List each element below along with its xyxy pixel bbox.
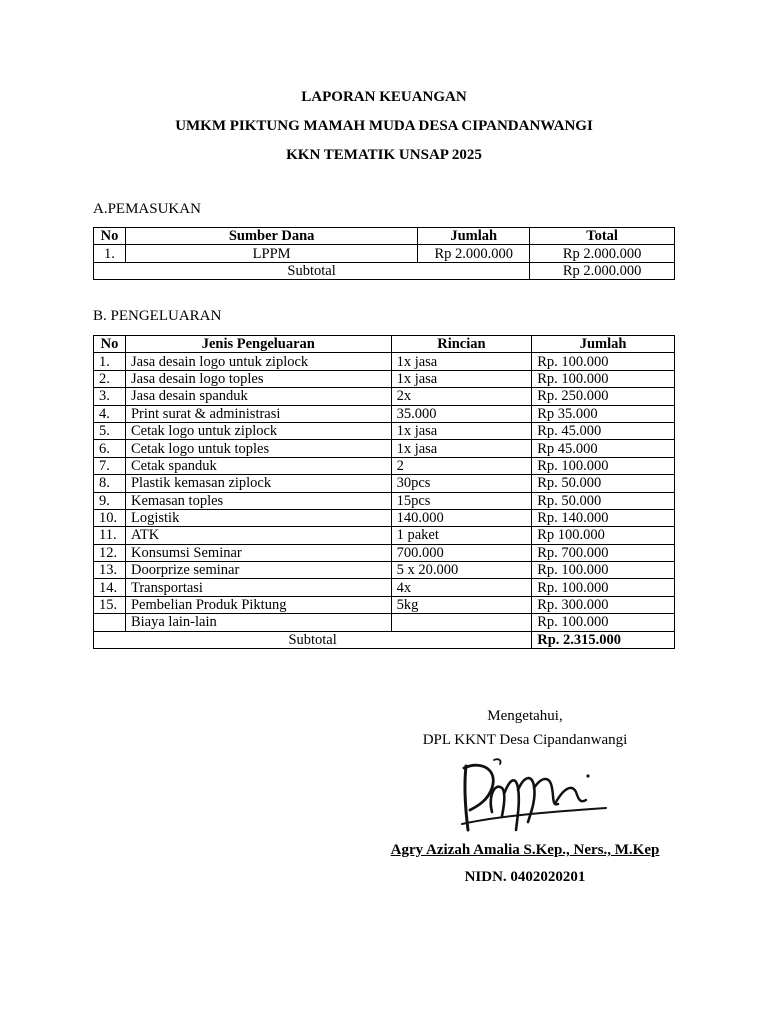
section-pengeluaran-heading: B. PENGELUARAN bbox=[93, 308, 222, 324]
cell-jumlah: Rp. 50.000 bbox=[532, 492, 675, 509]
cell-jenis: Cetak logo untuk ziplock bbox=[125, 422, 391, 439]
report-title: LAPORAN KEUANGAN bbox=[301, 89, 467, 105]
table-row bbox=[94, 457, 675, 474]
table-row bbox=[94, 562, 675, 579]
table-row bbox=[94, 614, 675, 631]
table-row bbox=[94, 388, 675, 405]
cell-jenis: Jasa desain spanduk bbox=[125, 388, 391, 405]
cell-jumlah: Rp. 100.000 bbox=[532, 579, 675, 596]
table-row bbox=[94, 579, 675, 596]
cell-jenis: Konsumsi Seminar bbox=[125, 544, 391, 561]
cell-jenis: Pembelian Produk Piktung bbox=[125, 596, 391, 613]
table-row bbox=[94, 370, 675, 387]
subtotal-value: Rp. 2.315.000 bbox=[532, 631, 675, 648]
cell-jenis: Cetak spanduk bbox=[125, 457, 391, 474]
cell-no: 4. bbox=[94, 405, 126, 422]
cell-jumlah: Rp. 250.000 bbox=[532, 388, 675, 405]
col-header-jumlah: Jumlah bbox=[532, 336, 675, 353]
table-row bbox=[94, 245, 675, 262]
cell-jumlah: Rp. 100.000 bbox=[532, 370, 675, 387]
cell-no: 8. bbox=[94, 475, 126, 492]
cell-jumlah: Rp. 100.000 bbox=[532, 353, 675, 370]
table-row bbox=[94, 405, 675, 422]
col-header-sumber-dana: Sumber Dana bbox=[125, 228, 417, 245]
table-header-row bbox=[94, 336, 675, 353]
cell-jumlah: Rp 100.000 bbox=[532, 527, 675, 544]
cell-jenis: Plastik kemasan ziplock bbox=[125, 475, 391, 492]
section-pemasukan-heading: A.PEMASUKAN bbox=[93, 201, 201, 217]
cell-jenis: Kemasan toples bbox=[125, 492, 391, 509]
col-header-no: No bbox=[94, 228, 126, 245]
cell-rincian: 700.000 bbox=[391, 544, 532, 561]
cell-no: 5. bbox=[94, 422, 126, 439]
table-row bbox=[94, 527, 675, 544]
table-row bbox=[94, 596, 675, 613]
cell-jenis: Biaya lain-lain bbox=[125, 614, 391, 631]
cell-jumlah: Rp 45.000 bbox=[532, 440, 675, 457]
cell-no bbox=[94, 614, 126, 631]
cell-rincian: 140.000 bbox=[391, 509, 532, 526]
cell-jenis: ATK bbox=[125, 527, 391, 544]
cell-no: 1. bbox=[94, 353, 126, 370]
col-header-total: Total bbox=[530, 228, 675, 245]
cell-jenis: Cetak logo untuk toples bbox=[125, 440, 391, 457]
cell-no: 12. bbox=[94, 544, 126, 561]
cell-total: Rp 2.000.000 bbox=[530, 245, 675, 262]
subtotal-label: Subtotal bbox=[94, 262, 530, 279]
subtotal-row bbox=[94, 262, 675, 279]
cell-jenis: Jasa desain logo untuk ziplock bbox=[125, 353, 391, 370]
cell-rincian: 1x jasa bbox=[391, 353, 532, 370]
cell-no: 11. bbox=[94, 527, 126, 544]
table-row bbox=[94, 475, 675, 492]
cell-jumlah: Rp. 700.000 bbox=[532, 544, 675, 561]
cell-jumlah: Rp. 100.000 bbox=[532, 457, 675, 474]
table-row bbox=[94, 544, 675, 561]
cell-no: 6. bbox=[94, 440, 126, 457]
cell-jumlah: Rp 2.000.000 bbox=[418, 245, 530, 262]
signer-nidn: NIDN. 0402020201 bbox=[464, 869, 586, 885]
cell-no: 14. bbox=[94, 579, 126, 596]
pemasukan-table bbox=[93, 227, 675, 280]
cell-no: 15. bbox=[94, 596, 126, 613]
cell-jumlah: Rp. 45.000 bbox=[532, 422, 675, 439]
table-row bbox=[94, 422, 675, 439]
cell-rincian: 1x jasa bbox=[391, 370, 532, 387]
cell-rincian: 2x bbox=[391, 388, 532, 405]
sign-acknowledged: Mengetahui, bbox=[487, 708, 563, 724]
col-header-rincian: Rincian bbox=[391, 336, 532, 353]
cell-sumber: LPPM bbox=[125, 245, 417, 262]
table-row bbox=[94, 440, 675, 457]
cell-jenis: Logistik bbox=[125, 509, 391, 526]
cell-jumlah: Rp. 50.000 bbox=[532, 475, 675, 492]
signer-name bbox=[385, 841, 665, 859]
table-row bbox=[94, 509, 675, 526]
cell-jenis: Transportasi bbox=[125, 579, 391, 596]
cell-rincian: 15pcs bbox=[391, 492, 532, 509]
signer-name-text: Agry Azizah Amalia S.Kep., Ners., M.Kep bbox=[390, 842, 660, 858]
cell-no: 1. bbox=[94, 245, 126, 262]
cell-no: 2. bbox=[94, 370, 126, 387]
col-header-jumlah: Jumlah bbox=[418, 228, 530, 245]
cell-rincian bbox=[391, 614, 532, 631]
cell-rincian: 35.000 bbox=[391, 405, 532, 422]
cell-rincian: 1x jasa bbox=[391, 422, 532, 439]
cell-rincian: 2 bbox=[391, 457, 532, 474]
report-event: KKN TEMATIK UNSAP 2025 bbox=[286, 147, 482, 163]
table-header-row bbox=[94, 228, 675, 245]
cell-no: 7. bbox=[94, 457, 126, 474]
cell-no: 13. bbox=[94, 562, 126, 579]
col-header-jenis: Jenis Pengeluaran bbox=[125, 336, 391, 353]
table-row bbox=[94, 492, 675, 509]
table-row bbox=[94, 353, 675, 370]
cell-rincian: 1x jasa bbox=[391, 440, 532, 457]
cell-jumlah: Rp. 100.000 bbox=[532, 614, 675, 631]
handwritten-signature bbox=[458, 754, 608, 836]
cell-rincian: 30pcs bbox=[391, 475, 532, 492]
subtotal-label: Subtotal bbox=[94, 631, 532, 648]
cell-jumlah: Rp. 140.000 bbox=[532, 509, 675, 526]
cell-jenis: Print surat & administrasi bbox=[125, 405, 391, 422]
subtotal-value: Rp 2.000.000 bbox=[530, 262, 675, 279]
cell-no: 3. bbox=[94, 388, 126, 405]
cell-jumlah: Rp. 100.000 bbox=[532, 562, 675, 579]
cell-jenis: Jasa desain logo toples bbox=[125, 370, 391, 387]
cell-no: 10. bbox=[94, 509, 126, 526]
cell-rincian: 1 paket bbox=[391, 527, 532, 544]
sign-role: DPL KKNT Desa Cipandanwangi bbox=[422, 732, 628, 748]
cell-rincian: 5 x 20.000 bbox=[391, 562, 532, 579]
report-subtitle: UMKM PIKTUNG MAMAH MUDA DESA CIPANDANWANGI bbox=[175, 118, 593, 134]
cell-rincian: 4x bbox=[391, 579, 532, 596]
cell-no: 9. bbox=[94, 492, 126, 509]
cell-jumlah: Rp 35.000 bbox=[532, 405, 675, 422]
subtotal-row bbox=[94, 631, 675, 648]
pengeluaran-table bbox=[93, 335, 675, 649]
cell-jenis: Doorprize seminar bbox=[125, 562, 391, 579]
cell-jumlah: Rp. 300.000 bbox=[532, 596, 675, 613]
cell-rincian: 5kg bbox=[391, 596, 532, 613]
col-header-no: No bbox=[94, 336, 126, 353]
